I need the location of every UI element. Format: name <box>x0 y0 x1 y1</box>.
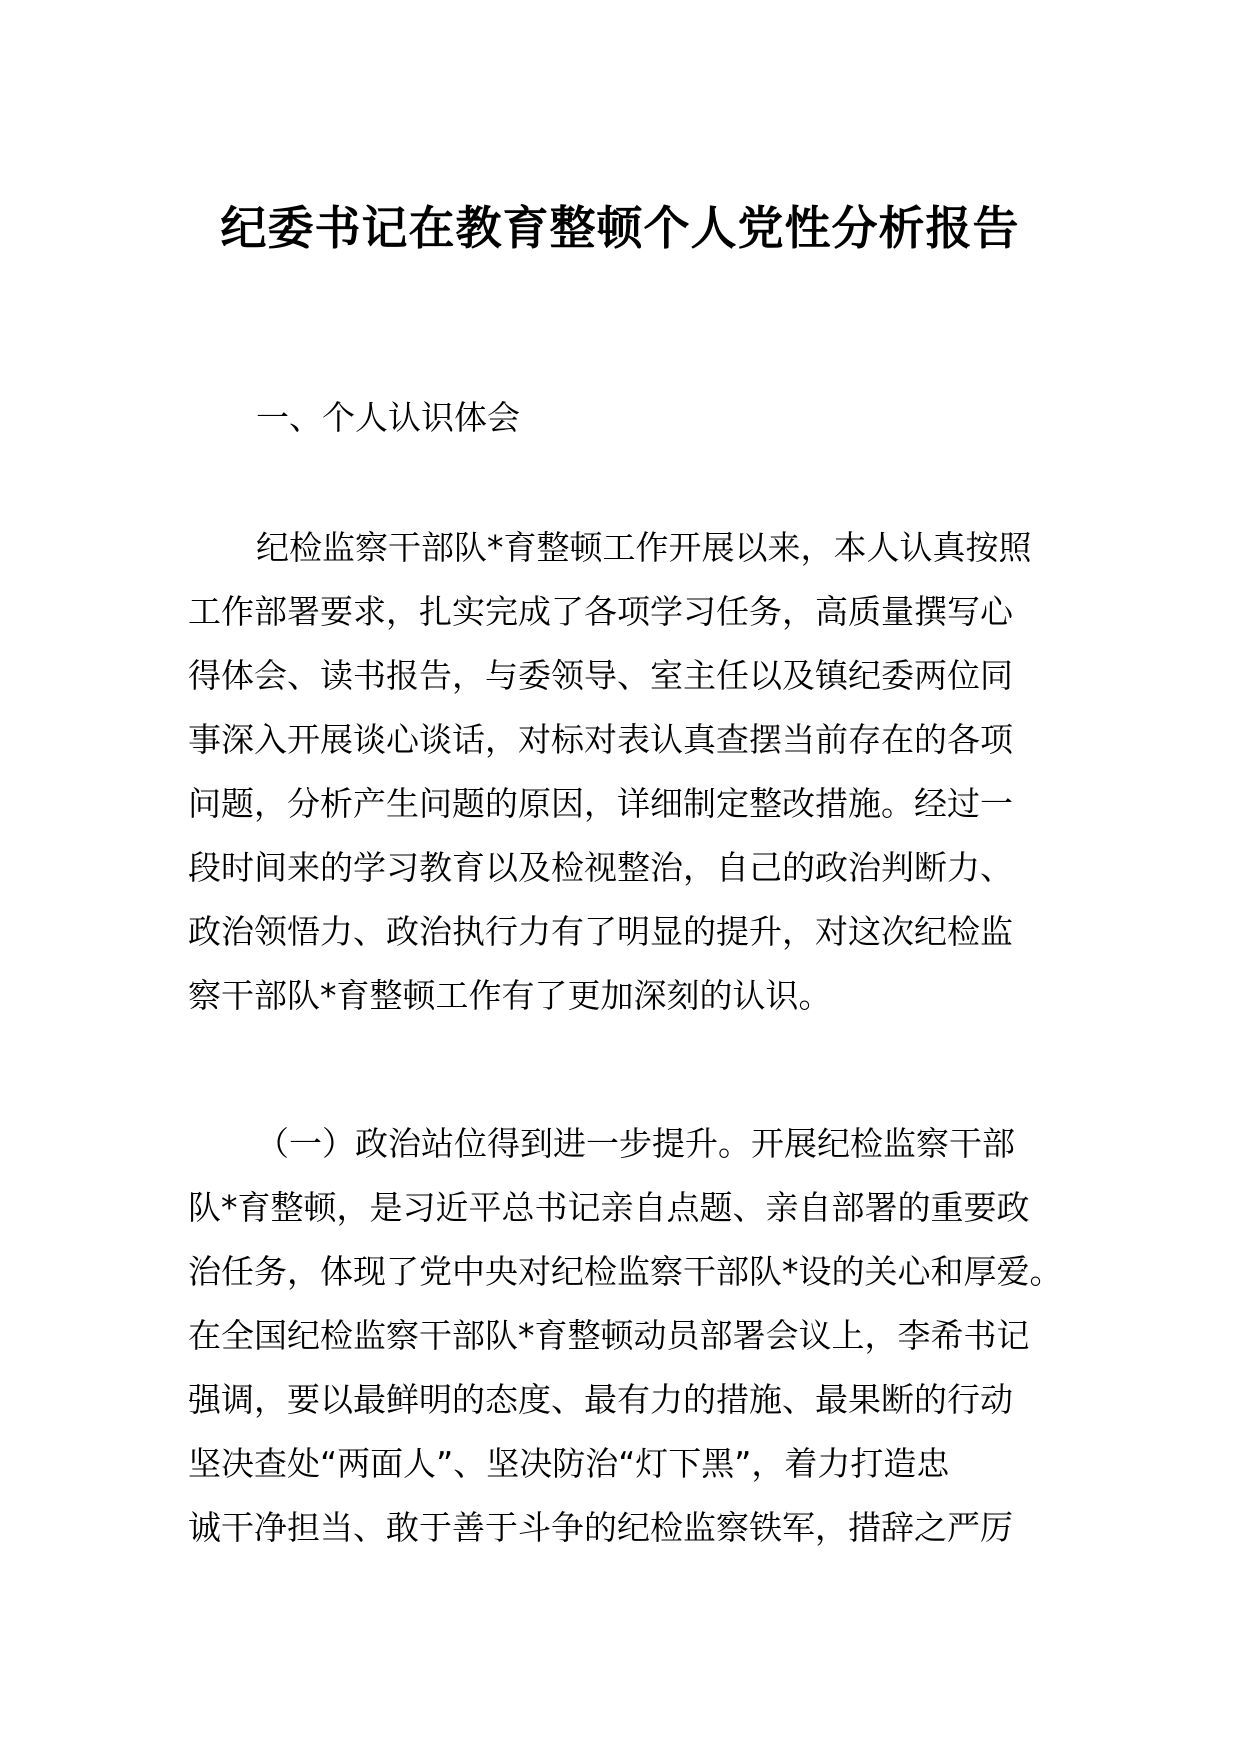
paragraph-line: 坚决查处“两面人”、坚决防治“灯下黑”，着力打造忠 <box>188 1444 950 1483</box>
paragraph-line: 政治领悟力、政治执行力有了明显的提升，对这次纪检监 <box>188 912 1013 951</box>
paragraph-line: 在全国纪检监察干部队*育整顿动员部署会议上，李希书记 <box>188 1316 1030 1355</box>
paragraph-line: 诚干净担当、敢于善于斗争的纪检监察铁军，措辞之严厉 <box>188 1508 1013 1547</box>
paragraph-line: 事深入开展谈心谈话，对标对表认真查摆当前存在的各项 <box>188 720 1013 759</box>
section-heading: 一、个人认识体会 <box>256 398 520 437</box>
paragraph-line: 纪检监察干部队*育整顿工作开展以来，本人认真按照 <box>256 528 1032 567</box>
paragraph-line: 强调，要以最鲜明的态度、最有力的措施、最果断的行动 <box>188 1380 1013 1419</box>
paragraph-line: （一）政治站位得到进一步提升。开展纪检监察干部 <box>256 1124 1015 1163</box>
paragraph-line: 工作部署要求，扎实完成了各项学习任务，高质量撰写心 <box>188 592 1013 631</box>
paragraph-1 <box>188 516 1058 1028</box>
paragraph-line: 得体会、读书报告，与委领导、室主任以及镇纪委两位同 <box>188 656 1013 695</box>
paragraph-line: 队*育整顿，是习近平总书记亲自点题、亲自部署的重要政 <box>188 1188 1030 1227</box>
paragraph-line: 段时间来的学习教育以及检视整治，自己的政治判断力、 <box>188 848 1013 887</box>
paragraph-line: 治任务，体现了党中央对纪检监察干部队*设的关心和厚爱。 <box>188 1252 1063 1291</box>
paragraph-2 <box>188 1112 1063 1560</box>
paragraph-line: 察干部队*育整顿工作有了更加深刻的认识。 <box>188 976 832 1015</box>
paragraph-line: 问题，分析产生问题的原因，详细制定整改措施。经过一 <box>188 784 1013 823</box>
document-title: 纪委书记在教育整顿个人党性分析报告 <box>220 201 1020 255</box>
